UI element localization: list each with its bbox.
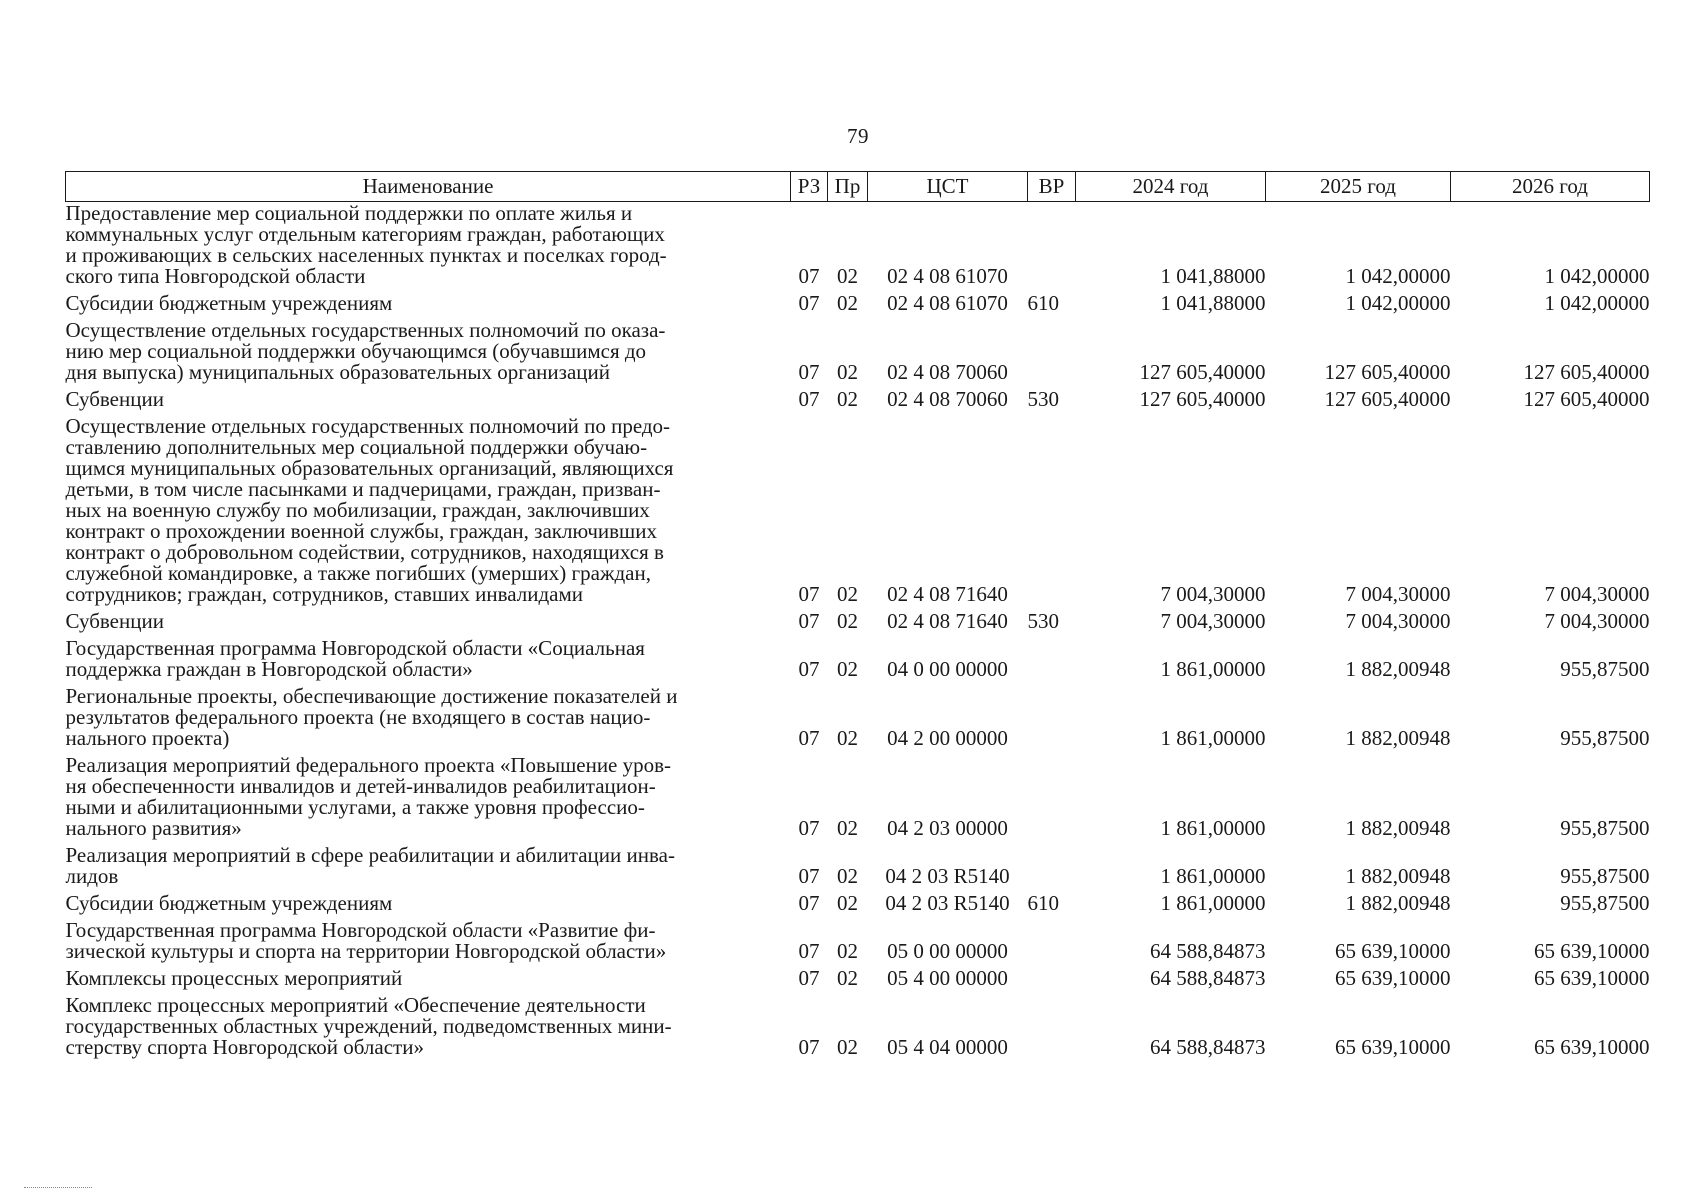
row-pr: 02 [837,1035,858,1059]
row-pr: 02 [837,264,858,288]
row-rz: 07 [798,360,820,384]
row-name-line: ского типа Новгородской области [65,264,366,288]
row-name-line: ных на военную службу по мобилизации, граждан, заключивших [65,498,650,522]
header-2025: 2025 год [1266,172,1451,202]
row-y2026: 65 639,10000 [1534,1035,1650,1059]
header-name: Наименование [66,172,791,202]
row-pr: 02 [837,726,858,750]
table-row [66,754,1650,844]
row-rz: 07 [798,609,820,633]
row-name-line: ня обеспеченности инвалидов и детей-инвалидов реабилитацион- [65,774,656,798]
table-row [66,637,1650,685]
row-name [66,202,791,293]
header-pr: Пр [828,172,868,202]
row-pr: 02 [837,816,858,840]
row-name [66,685,791,754]
row-name-line: Реализация мероприятий федерального проекта «Повышение уров- [65,753,672,777]
row-name-line: Государственная программа Новгородской области «Развитие фи- [65,918,656,942]
row-name-line: контракт о добровольном содействии, сотрудников, находящихся в [65,540,664,564]
row-vr [1028,967,1076,994]
row-name [66,415,791,610]
row-cst: 02 4 08 71640 [887,609,1008,633]
row-y2024: 1 861,00000 [1160,657,1266,681]
header-2026: 2026 год [1451,172,1650,202]
row-y2026: 127 605,40000 [1523,387,1650,411]
row-vr [1028,415,1076,610]
row-y2025: 1 882,00948 [1345,657,1451,681]
row-name [66,994,791,1063]
row-y2024: 64 588,84873 [1150,966,1266,990]
table-row [66,994,1650,1063]
row-vr [1028,754,1076,844]
row-pr: 02 [837,966,858,990]
header-vr: ВР [1028,172,1076,202]
row-name-line: ными и абилитационными услугами, а также уровня профессио- [65,795,645,819]
row-vr [1028,685,1076,754]
row-y2024: 1 041,88000 [1160,291,1266,315]
row-cst: 05 0 00 00000 [887,939,1008,963]
row-vr [1028,202,1076,293]
row-cst: 04 2 03 R5140 [885,891,1010,915]
row-name-line: Субсидии бюджетным учреждениям [65,891,393,915]
row-name-line: Субвенции [65,387,164,411]
row-rz: 07 [798,582,820,606]
row-pr: 02 [837,657,858,681]
row-y2025: 1 882,00948 [1345,726,1451,750]
header-row [66,172,1650,202]
row-pr: 02 [837,864,858,888]
row-y2026: 65 639,10000 [1534,939,1650,963]
row-y2025: 65 639,10000 [1335,966,1451,990]
row-y2024: 64 588,84873 [1150,1035,1266,1059]
row-y2024: 1 861,00000 [1160,726,1266,750]
row-cst: 05 4 04 00000 [887,1035,1008,1059]
row-rz: 07 [798,939,820,963]
table-row [66,919,1650,967]
row-pr: 02 [837,891,858,915]
row-rz: 07 [798,264,820,288]
row-cst: 02 4 08 70060 [887,360,1008,384]
row-y2025: 1 882,00948 [1345,891,1451,915]
row-name [66,319,791,388]
row-name-line: Субсидии бюджетным учреждениям [65,291,393,315]
row-vr: 530 [1027,387,1059,411]
row-name-line: и проживающих в сельских населенных пунктах и поселках город- [65,243,667,267]
row-name-line: Осуществление отдельных государственных полномочий по предо- [65,414,671,438]
row-pr: 02 [837,609,858,633]
row-name-line: детьми, в том числе пасынками и падчерицами, граждан, призван- [65,477,661,501]
row-name-line: нального проекта) [65,726,230,750]
row-name-line: служебной командировке, а также погибших (умерших) граждан, [65,561,651,585]
row-cst: 04 2 03 R5140 [885,864,1010,888]
row-name [66,754,791,844]
row-name-line: ставлению дополнительных мер социальной поддержки обучаю- [65,435,648,459]
row-name-line: Реализация мероприятий в сфере реабилитации и абилитации инва- [65,843,675,867]
row-name-line: контракт о прохождении военной службы, граждан, заключивших [65,519,657,543]
row-name-line: результатов федерального проекта (не входящего в состав нацио- [65,705,651,729]
row-y2025: 65 639,10000 [1335,1035,1451,1059]
row-y2025: 7 004,30000 [1345,582,1451,606]
row-y2024: 1 861,00000 [1160,891,1266,915]
row-y2024: 7 004,30000 [1160,609,1266,633]
row-name-line: государственных областных учреждений, подведомственных мини- [65,1014,672,1038]
table-row [66,892,1650,919]
row-name-line: нию мер социальной поддержки обучающимся (обучавшимся до [65,339,647,363]
row-name-line: зической культуры и спорта на территории Новгородской области» [65,939,667,963]
row-name-line: Предоставление мер социальной поддержки по оплате жилья и [65,201,633,225]
row-y2026: 1 042,00000 [1544,291,1650,315]
row-rz: 07 [798,387,820,411]
row-name-line: нального развития» [65,816,242,840]
row-pr: 02 [837,582,858,606]
row-y2025: 1 042,00000 [1345,264,1451,288]
row-rz: 07 [798,966,820,990]
header-rz: РЗ [791,172,828,202]
row-y2024: 7 004,30000 [1160,582,1266,606]
row-name-line: лидов [65,864,119,888]
row-vr: 530 [1027,609,1059,633]
row-name-line: щимся муниципальных образовательных организаций, являющихся [65,456,674,480]
row-y2025: 1 882,00948 [1345,816,1451,840]
row-cst: 02 4 08 70060 [887,387,1008,411]
row-name [66,844,791,892]
row-name-line: стерству спорта Новгородской области» [65,1035,424,1059]
row-name [66,610,791,637]
row-cst: 04 2 00 00000 [887,726,1008,750]
row-name-line: коммунальных услуг отдельным категориям граждан, работающих [65,222,665,246]
budget-table [65,171,1650,1063]
row-y2024: 64 588,84873 [1150,939,1266,963]
row-y2024: 1 041,88000 [1160,264,1266,288]
row-vr: 610 [1027,291,1059,315]
row-cst: 05 4 00 00000 [887,966,1008,990]
row-rz: 07 [798,891,820,915]
header-cst: ЦСТ [868,172,1028,202]
row-y2025: 127 605,40000 [1324,360,1451,384]
row-pr: 02 [837,939,858,963]
row-y2026: 955,87500 [1560,816,1650,840]
row-y2026: 7 004,30000 [1544,609,1650,633]
row-name-line: Субвенции [65,609,164,633]
row-cst: 02 4 08 61070 [887,291,1008,315]
row-name [66,919,791,967]
row-rz: 07 [798,657,820,681]
row-pr: 02 [837,387,858,411]
row-y2025: 1 882,00948 [1345,864,1451,888]
row-name-line: Комплексы процессных мероприятий [65,966,403,990]
row-y2025: 65 639,10000 [1335,939,1451,963]
row-y2024: 127 605,40000 [1139,360,1266,384]
row-name [66,967,791,994]
row-cst: 02 4 08 71640 [887,582,1008,606]
row-rz: 07 [798,726,820,750]
row-y2026: 127 605,40000 [1523,360,1650,384]
row-y2026: 955,87500 [1560,891,1650,915]
row-y2026: 955,87500 [1560,657,1650,681]
table-row [66,685,1650,754]
table-row [66,844,1650,892]
row-rz: 07 [798,291,820,315]
row-rz: 07 [798,864,820,888]
row-y2025: 1 042,00000 [1345,291,1451,315]
row-name [66,388,791,415]
table-row [66,319,1650,388]
row-y2026: 7 004,30000 [1544,582,1650,606]
row-pr: 02 [837,291,858,315]
row-cst: 04 2 03 00000 [887,816,1008,840]
row-name-line: Региональные проекты, обеспечивающие достижение показателей и [65,684,678,708]
row-y2025: 7 004,30000 [1345,609,1451,633]
header-2024: 2024 год [1076,172,1266,202]
row-y2025: 127 605,40000 [1324,387,1451,411]
row-rz: 07 [798,1035,820,1059]
table-row [66,967,1650,994]
row-cst: 04 0 00 00000 [887,657,1008,681]
row-y2026: 955,87500 [1560,864,1650,888]
row-y2024: 127 605,40000 [1139,387,1266,411]
row-name [66,292,791,319]
row-name-line: дня выпуска) муниципальных образовательных организаций [65,360,610,384]
row-vr [1028,919,1076,967]
row-name-line: Комплекс процессных мероприятий «Обеспечение деятельности [65,993,646,1017]
row-cst: 02 4 08 61070 [887,264,1008,288]
row-y2024: 1 861,00000 [1160,864,1266,888]
row-vr [1028,994,1076,1063]
row-y2026: 65 639,10000 [1534,966,1650,990]
table-row [66,388,1650,415]
row-rz: 07 [798,816,820,840]
row-name-line: Осуществление отдельных государственных полномочий по оказа- [65,318,666,342]
scan-footer-mark [24,1187,92,1189]
row-name-line: сотрудников; граждан, сотрудников, ставших инвалидами [65,582,583,606]
row-y2024: 1 861,00000 [1160,816,1266,840]
row-y2026: 1 042,00000 [1544,264,1650,288]
row-name-line: Государственная программа Новгородской области «Социальная [65,636,645,660]
row-vr [1028,637,1076,685]
row-name-line: поддержка граждан в Новгородской области» [65,657,473,681]
table-row [66,415,1650,610]
table-row [66,202,1650,293]
page-number: 79 [847,124,869,148]
row-vr [1028,844,1076,892]
row-name [66,637,791,685]
table-row [66,292,1650,319]
row-vr [1028,319,1076,388]
row-pr: 02 [837,360,858,384]
row-y2026: 955,87500 [1560,726,1650,750]
table-row [66,610,1650,637]
row-name [66,892,791,919]
row-vr: 610 [1027,891,1059,915]
